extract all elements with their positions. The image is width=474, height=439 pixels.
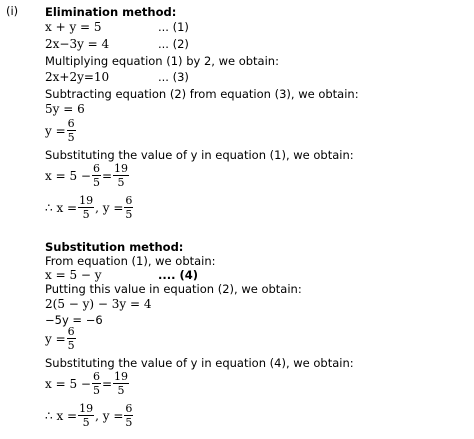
x-calc-row xyxy=(45,163,130,188)
sub-x-calc-lhs: x = 5 − xyxy=(45,376,91,391)
final-y-fraction xyxy=(124,195,133,220)
x-calc-result-denominator: 5 xyxy=(117,176,125,189)
sub-x-calc-equals: = xyxy=(101,376,113,391)
y-fraction xyxy=(67,118,76,143)
sub-y-denominator: 5 xyxy=(67,339,75,352)
final-y-denominator: 5 xyxy=(125,208,133,221)
putting-value-text: Putting this value in equation (2), we obtain: xyxy=(45,282,302,296)
x-calc-result-numerator: 19 xyxy=(114,162,129,175)
multiply-step-text: Multiplying equation (1) by 2, we obtain: xyxy=(45,54,279,68)
negative-5y-equation: −5y = −6 xyxy=(45,313,103,327)
from-equation-text: From equation (1), we obtain: xyxy=(45,254,216,268)
sub-x-calc-fraction xyxy=(92,371,101,396)
substitute-step-text: Substituting the value of y in equation (1), we obtain: xyxy=(45,148,354,162)
equation-2-ref: ... (2) xyxy=(158,37,189,51)
sub-final-x-denominator: 5 xyxy=(82,416,90,429)
subtract-step-text: Subtracting equation (2) from equation (3), we obtain: xyxy=(45,87,359,101)
final-y-numerator: 6 xyxy=(125,194,133,207)
substitution-heading: Substitution method: xyxy=(45,240,184,254)
sub-final-y-denominator: 5 xyxy=(125,416,133,429)
y-numerator: 6 xyxy=(67,117,75,130)
sub-y-value-row xyxy=(45,326,77,351)
elimination-heading: Elimination method: xyxy=(45,5,177,19)
sub-x-calc-result-denominator: 5 xyxy=(117,384,125,397)
y-lhs: y = xyxy=(45,123,66,138)
final-answer-row xyxy=(45,195,134,220)
sub-final-y-label: , y = xyxy=(95,408,124,423)
equation-2: 2x−3y = 4 xyxy=(45,37,110,51)
sub-x-calc-result-numerator: 19 xyxy=(114,370,129,383)
result-5y: 5y = 6 xyxy=(45,102,85,116)
x-calc-result-fraction xyxy=(113,163,129,188)
equation-3-ref: ... (3) xyxy=(158,70,189,84)
x-calc-numerator: 6 xyxy=(92,162,100,175)
sub-final-x-fraction xyxy=(78,403,94,428)
sub-y-lhs: y = xyxy=(45,331,66,346)
sub-final-x-numerator: 19 xyxy=(79,402,94,415)
sub-x-calc-denominator: 5 xyxy=(92,384,100,397)
sub-final-y-numerator: 6 xyxy=(125,402,133,415)
sub-substitute-text: Substituting the value of y in equation (4), we obtain: xyxy=(45,356,354,370)
sub-x-calc-numerator: 6 xyxy=(92,370,100,383)
equation-4-ref: .... (4) xyxy=(158,268,198,282)
equation-1-ref: ... (1) xyxy=(158,20,189,34)
y-value-row xyxy=(45,118,77,143)
x-calc-equals: = xyxy=(101,168,113,183)
part-label: (i) xyxy=(6,4,19,18)
x-calc-lhs: x = 5 − xyxy=(45,168,91,183)
sub-final-answer-row xyxy=(45,403,134,428)
final-x-numerator: 19 xyxy=(79,194,94,207)
sub-final-y-fraction xyxy=(124,403,133,428)
final-x-denominator: 5 xyxy=(82,208,90,221)
final-y-label: , y = xyxy=(95,200,124,215)
substituted-equation: 2(5 − y) − 3y = 4 xyxy=(45,297,152,311)
therefore-x: ∴ x = xyxy=(45,200,78,215)
sub-x-calc-row xyxy=(45,371,130,396)
sub-x-calc-result-fraction xyxy=(113,371,129,396)
equation-3: 2x+2y=10 xyxy=(45,70,110,84)
sub-therefore-x: ∴ x = xyxy=(45,408,78,423)
sub-y-numerator: 6 xyxy=(67,325,75,338)
equation-4: x = 5 − y xyxy=(45,268,102,282)
final-x-fraction xyxy=(78,195,94,220)
equation-1: x + y = 5 xyxy=(45,20,102,34)
sub-y-fraction xyxy=(67,326,76,351)
y-denominator: 5 xyxy=(67,131,75,144)
x-calc-fraction xyxy=(92,163,101,188)
x-calc-denominator: 5 xyxy=(92,176,100,189)
